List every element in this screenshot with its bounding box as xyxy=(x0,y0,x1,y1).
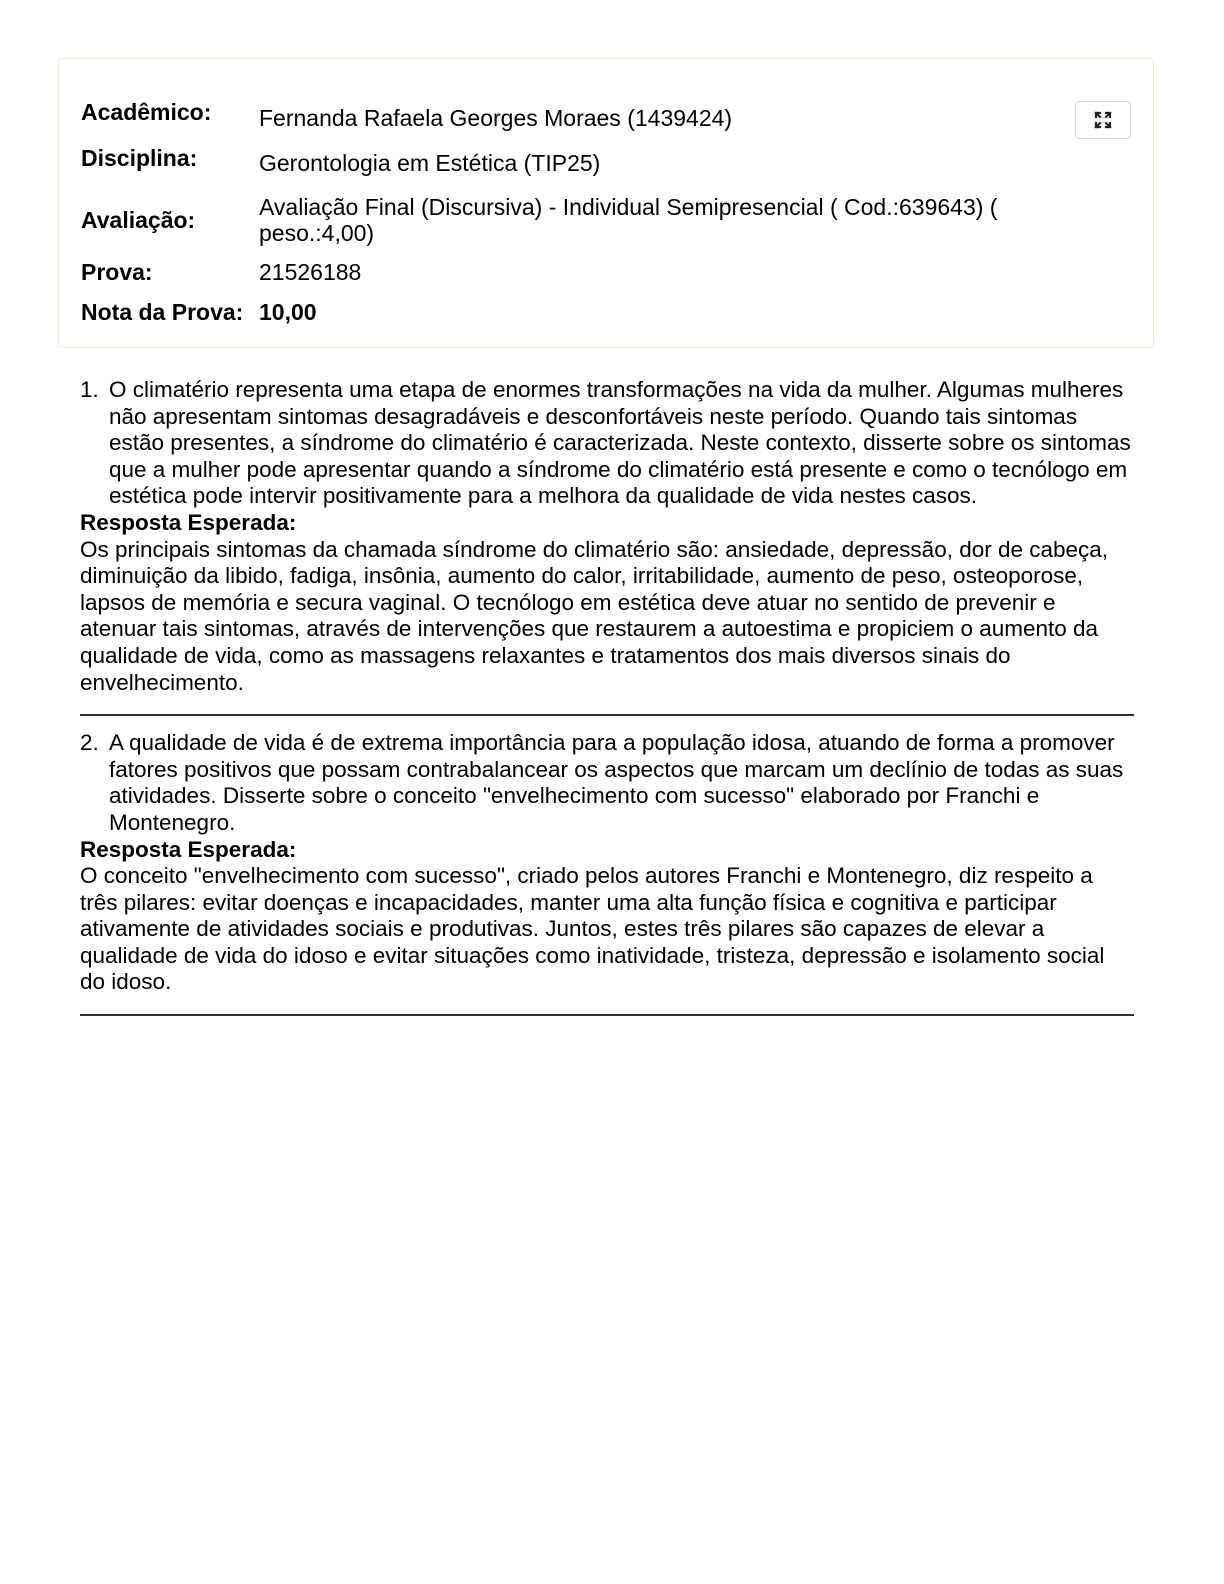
question-2-number: 2. xyxy=(80,730,99,756)
question-2-text: A qualidade de vida é de extrema importância para a população idosa, atuando de forma a promover fatores positivos que possam contrabalancear os aspectos que marcam um declínio de todas as suas atividades. Disserte sobre o conceito "envelhecimento com sucesso" elaborado por Franchi e Montenegro. xyxy=(109,730,1124,835)
academico-label: Acadêmico: xyxy=(81,99,212,125)
answer-1-label: Resposta Esperada: xyxy=(80,509,297,535)
question-2 xyxy=(80,730,1134,836)
info-row-academico xyxy=(81,95,1039,145)
answer-1-text: Os principais sintomas da chamada síndrome do climatério são: ansiedade, depressão, dor de cabeça, diminuição da libido, fadiga, insônia, aumento do calor, irritabilidade, aumento de peso, osteoporose, lapsos de memória e secura vaginal. O tecnólogo em estética deve atuar no sentido de prevenir e atenuar tais sintomas, através de intervenções que restaurem a autoestima e propiciem o aumento da qualidade de vida, como as massagens relaxantes e tratamentos dos mais diversos sinais do envelhecimento. xyxy=(80,536,1109,695)
avaliacao-value: Avaliação Final (Discursiva) - Individual Semipresencial ( Cod.:639643) ( peso.:4,00) xyxy=(259,194,998,246)
avaliacao-label: Avaliação: xyxy=(81,207,196,233)
info-row-avaliacao xyxy=(81,188,1039,252)
answer-2-text: O conceito "envelhecimento com sucesso", criado pelos autores Franchi e Montenegro, diz respeito a três pilares: evitar doenças e incapacidades, manter uma alta função física e cognitiva e participar ativamente de atividades sociais e produtivas. Juntos, estes três pilares são capazes de elevar a qualidade de vida do idoso e evitar situações como inatividade, tristeza, depressão e isolamento social do idoso. xyxy=(80,863,1105,995)
info-row-nota xyxy=(81,292,1039,332)
question-1-number: 1. xyxy=(80,377,99,402)
question-divider-1 xyxy=(80,714,1134,716)
questions-list xyxy=(80,377,1134,1030)
disciplina-value: Gerontologia em Estética (TIP25) xyxy=(259,150,601,176)
info-row-prova xyxy=(81,252,1039,292)
disciplina-label: Disciplina: xyxy=(81,145,198,171)
question-1 xyxy=(80,377,1134,510)
academico-value: Fernanda Rafaela Georges Moraes (1439424) xyxy=(259,105,733,131)
expand-icon xyxy=(1093,110,1113,130)
question-divider-2 xyxy=(80,1014,1134,1016)
expand-button[interactable] xyxy=(1075,101,1131,139)
exam-info-table xyxy=(81,95,1039,332)
question-1-text: O climatério representa uma etapa de enormes transformações na vida da mulher. Algumas mulheres não apresentam sintomas desagradáveis e desconfortáveis neste período. Quando tais sintomas estão presentes, a síndrome do climatério é caracterizada. Neste contexto, disserte sobre os sintomas que a mulher pode apresentar quando a síndrome do climatério está presente e como o tecnólogo em estética pode intervir positivamente para a melhora da qualidade de vida nestes casos. xyxy=(109,377,1131,509)
nota-label: Nota da Prova: xyxy=(81,299,244,325)
question-block-1 xyxy=(80,377,1134,716)
answer-2-label: Resposta Esperada: xyxy=(80,836,297,862)
exam-info-panel xyxy=(58,58,1154,348)
prova-value: 21526188 xyxy=(259,259,362,285)
nota-value: 10,00 xyxy=(259,299,317,325)
info-row-disciplina xyxy=(81,145,1039,188)
question-block-2 xyxy=(80,730,1134,1016)
prova-label: Prova: xyxy=(81,259,153,285)
